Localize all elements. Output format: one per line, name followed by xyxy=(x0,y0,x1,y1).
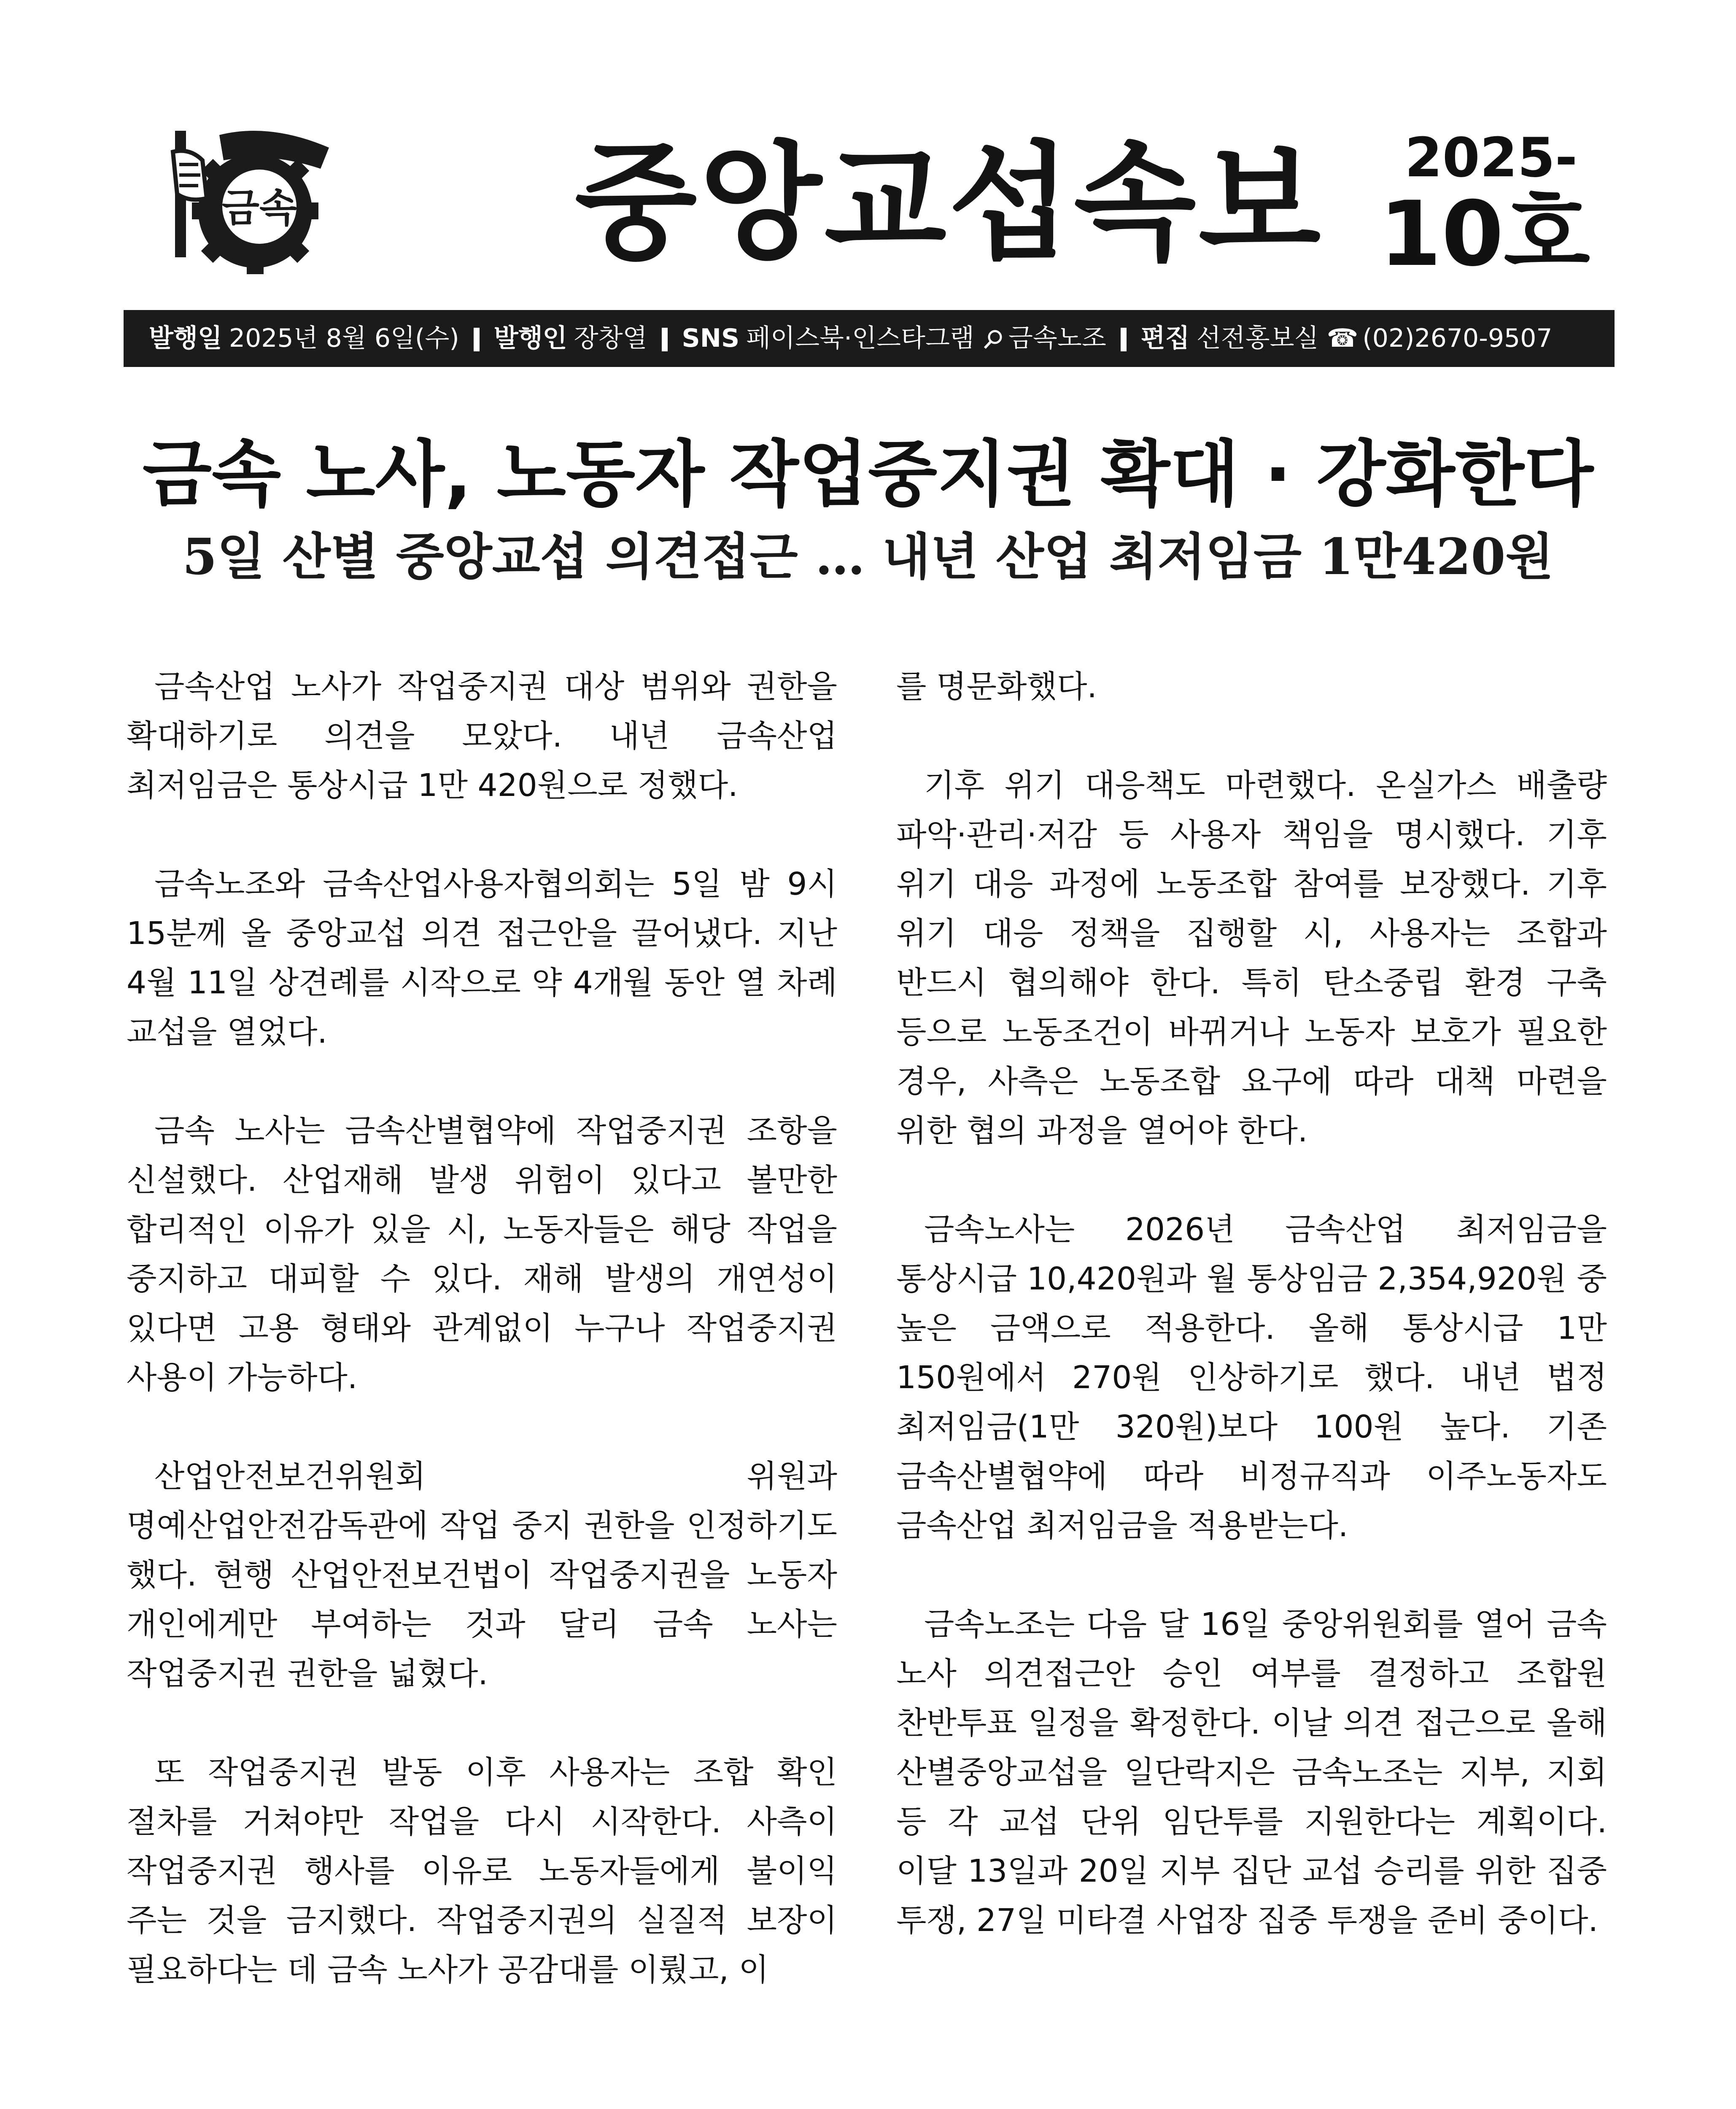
paragraph: 금속산업 노사가 작업중지권 대상 범위와 권한을 확대하기로 의견을 모았다. 내년 금속산업 최저임금은 통상시급 1만 420원으로 정했다. xyxy=(127,669,837,804)
paragraph: 또 작업중지권 발동 이후 사용자는 조합 확인 절차를 거쳐야만 작업을 다시 시작한다. 사측이 작업중지권 행사를 이유로 노동자들에게 불이익 주는 것을 금지했다. 작업중지권의 실질적 보장이 필요하다는 데 금속 노사가 공감대를 이뤘고, 이 xyxy=(127,1754,837,1988)
sns-platforms: 페이스북·인스타그램 xyxy=(746,324,974,353)
article-headline: 금속 노사, 노동자 작업중지권 확대 · 강화한다 xyxy=(142,433,1594,516)
paragraph: 금속노조와 금속산업사용자협의회는 5일 밤 9시 15분께 올 중앙교섭 의견 접근안을 끌어냈다. 지난 4월 11일 상견례를 시작으로 약 4개월 동안 열 차례 교섭을 열었다. xyxy=(127,866,837,1050)
phone-icon: ☎ xyxy=(1326,324,1359,353)
issue-year: 2025- xyxy=(1404,127,1577,189)
paragraph: 금속노조는 다음 달 16일 중앙위원회를 열어 금속 노사 의견접근안 승인 여부를 결정하고 조합원 찬반투표 일정을 확정한다. 이날 의견 접근으로 올해 산별중앙교섭을 일단락지은 금속노조는 지부, 지회 등 각 교섭 단위 임단투를 지원한다는 계획이다. 이달 13일과 20일 지부 집단 교섭 승리를 위한 집중 투쟁, 27일 미타결 사업장 집중 투쟁을 준비 중이다. xyxy=(896,1606,1607,1939)
article-right-column xyxy=(896,662,1607,1995)
publish-date: 2025년 8월 6일(수) xyxy=(229,324,459,353)
sns-search-term: 금속노조 xyxy=(1008,324,1106,353)
paragraph-continuation: 를 명문화했다. xyxy=(896,669,1097,705)
paragraph: 기후 위기 대응책도 마련했다. 온실가스 배출량 파악·관리·저감 등 사용자 책임을 명시했다. 기후 위기 대응 과정에 노동조합 참여를 보장했다. 기후 위기 대응 정책을 집행할 시, 사용자는 조합과 반드시 협의해야 한다. 특히 탄소중립 환경 구축 등으로 노동조건이 바뀌거나 노동자 보호가 필요한 경우, 사측은 노동조합 요구에 따라 대책 마련을 위한 협의 과정을 열어야 한다. xyxy=(896,767,1607,1149)
newsletter-title: 중앙교섭속보 xyxy=(574,128,1324,277)
separator xyxy=(1121,328,1127,351)
paragraph: 금속노사는 2026년 금속산업 최저임금을 통상시급 10,420원과 월 통상임금 2,354,920원 중 높은 금액으로 적용한다. 올해 통상시급 1만 150원에서 270원 인상하기로 했다. 내년 법정 최저임금(1만 320원)보다 100원 높다. 기존 금속산별협약에 따라 비정규직과 이주노동자도 금속산업 최저임금을 적용받는다. xyxy=(896,1211,1607,1544)
fist-gear-logo-icon xyxy=(156,127,337,278)
publish-date-label: 발행일 xyxy=(149,324,222,353)
paragraph: 금속 노사는 금속산별협약에 작업중지권 조항을 신설했다. 산업재해 발생 위험이 있다고 볼만한 합리적인 이유가 있을 시, 노동자들은 해당 작업을 중지하고 대피할 수 있다. 재해 발생의 개연성이 있다면 고용 형태와 관계없이 누구나 작업중지권 사용이 가능하다. xyxy=(127,1113,837,1396)
issue-number: 10호 xyxy=(1379,182,1590,286)
separator xyxy=(474,328,480,351)
logo-lettering: 금속 xyxy=(222,186,297,231)
publisher-label: 발행인 xyxy=(493,324,567,353)
search-icon xyxy=(982,324,1004,353)
editor-label: 편집 xyxy=(1140,324,1190,353)
union-logo xyxy=(156,127,337,278)
phone-number: (02)2670-9507 xyxy=(1362,324,1553,353)
publication-info-bar xyxy=(124,310,1615,367)
sns-label: SNS xyxy=(682,324,740,353)
article-left-column xyxy=(127,662,837,2044)
separator xyxy=(662,328,668,351)
masthead xyxy=(122,127,1615,291)
article-subheadline: 5일 산별 중앙교섭 의견접근 … 내년 산업 최저임금 1만420원 xyxy=(182,527,1554,586)
paragraph: 산업안전보건위원회 위원과 명예산업안전감독관에 작업 중지 권한을 인정하기도 했다. 현행 산업안전보건법이 작업중지권을 노동자 개인에게만 부여하는 것과 달리 금속 노사는 작업중지권 권한을 넓혔다. xyxy=(127,1458,837,1692)
editor-name: 선전홍보실 xyxy=(1196,324,1319,353)
publisher-name: 장창열 xyxy=(574,324,647,353)
